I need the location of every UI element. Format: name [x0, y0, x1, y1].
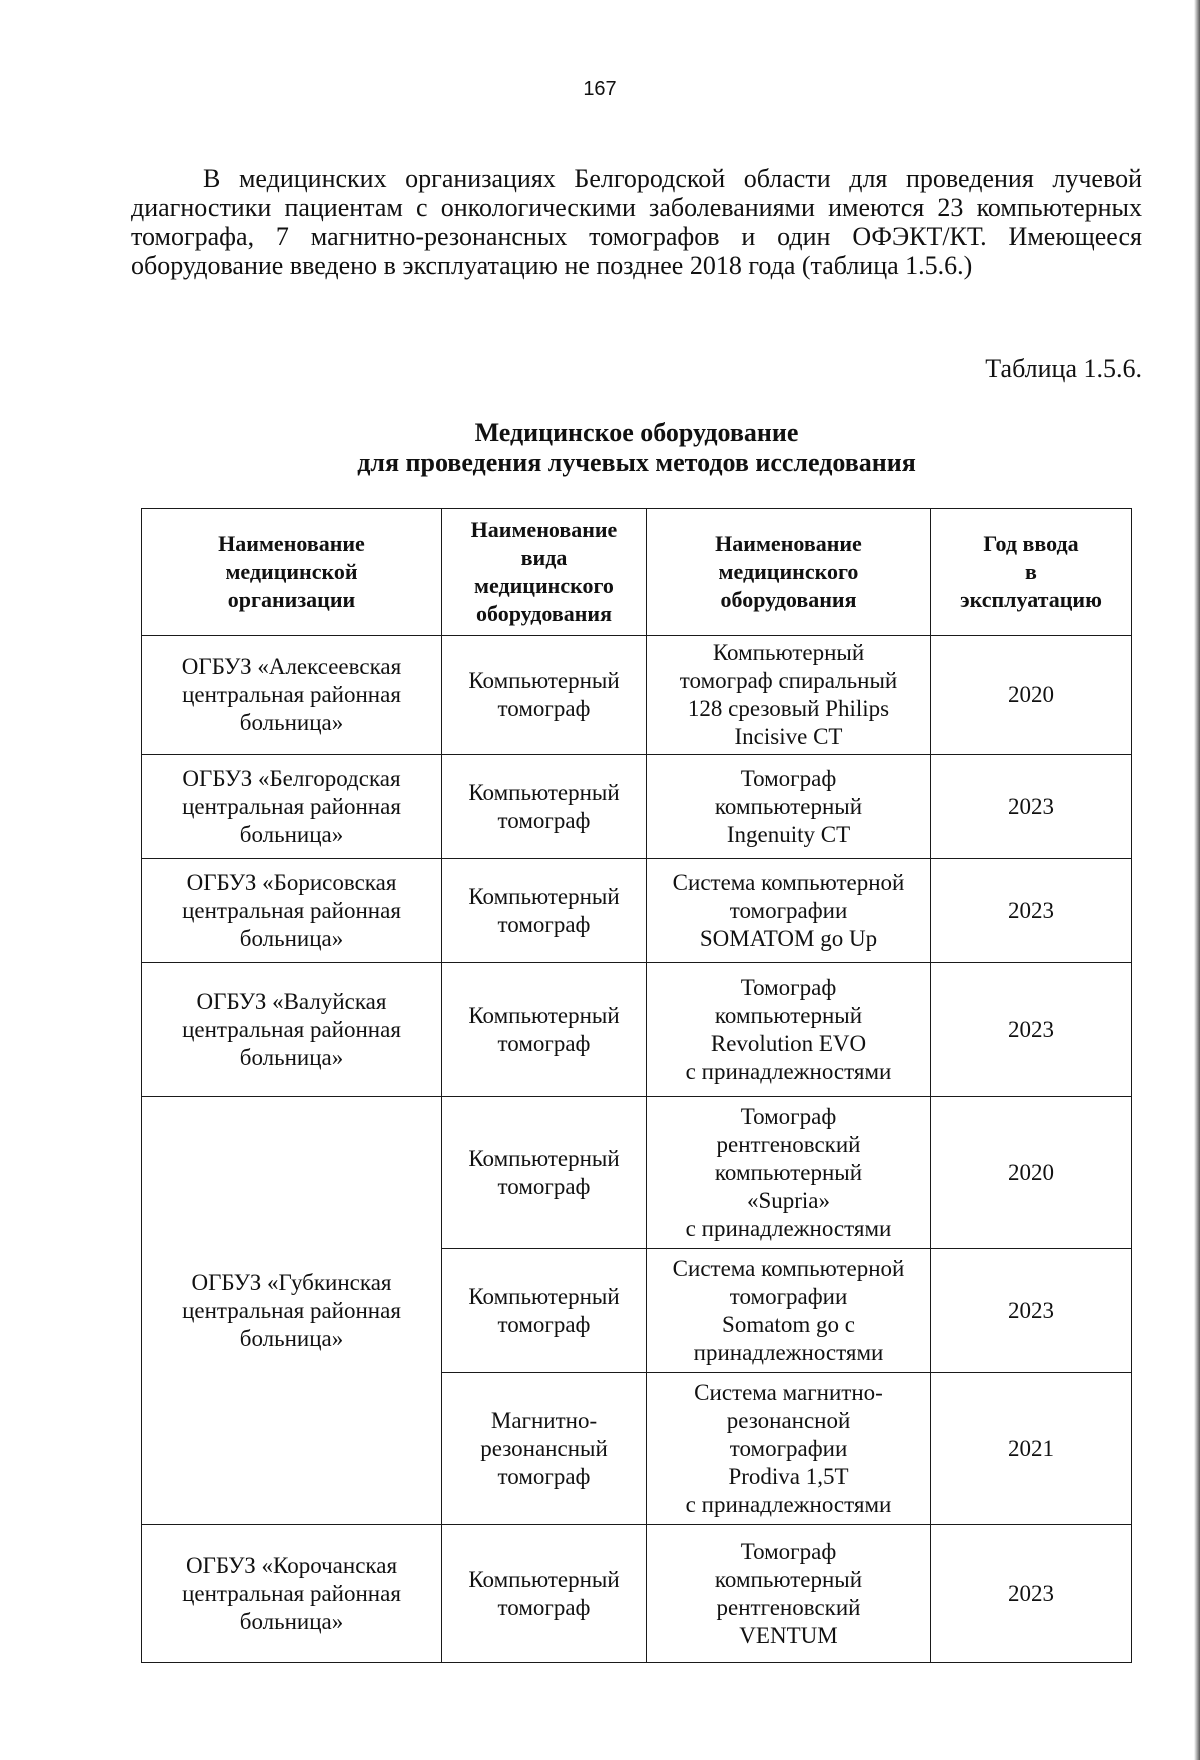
cell-organization: ОГБУЗ «Губкинская центральная районная больница»	[142, 1097, 442, 1525]
header-organization: Наименование медицинской организации	[142, 509, 442, 636]
intro-paragraph: В медицинских организациях Белгородской области для проведения лучевой диагностики пациентам с онкологическими заболеваниями имеются 23 компьютерных томографа, 7 магнитно-резонансных томографов и один ОФЭКТ/КТ. Имеющееся оборудование введено в эксплуатацию не позднее 2018 года (таблица 1.5.6.)	[131, 164, 1142, 280]
cell-organization: ОГБУЗ «Валуйская центральная районная больница»	[142, 963, 442, 1097]
cell-equipment-name: Томограф компьютерный рентгеновский VENTUM	[647, 1525, 931, 1663]
cell-commission-year: 2023	[931, 859, 1132, 963]
table-row	[142, 636, 1132, 755]
cell-equipment-type: Компьютерный томограф	[442, 859, 647, 963]
cell-organization: ОГБУЗ «Белгородская центральная районная больница»	[142, 755, 442, 859]
cell-equipment-name: Томограф компьютерный Revolution EVO с принадлежностями	[647, 963, 931, 1097]
table-row	[142, 755, 1132, 859]
header-commission-year: Год ввода в эксплуатацию	[931, 509, 1132, 636]
cell-commission-year: 2023	[931, 963, 1132, 1097]
cell-commission-year: 2023	[931, 1525, 1132, 1663]
page-number: 167	[583, 78, 617, 100]
header-equipment-name: Наименование медицинского оборудования	[647, 509, 931, 636]
table-title-line-2: для проведения лучевых методов исследования	[357, 448, 916, 477]
cell-commission-year: 2021	[931, 1373, 1132, 1525]
table-row	[142, 859, 1132, 963]
cell-commission-year: 2020	[931, 636, 1132, 755]
cell-organization: ОГБУЗ «Борисовская центральная районная больница»	[142, 859, 442, 963]
table-row	[142, 1525, 1132, 1663]
table-title-line-1: Медицинское оборудование	[474, 418, 799, 447]
cell-equipment-name: Компьютерный томограф спиральный 128 срезовый Philips Incisive CT	[647, 636, 931, 755]
cell-equipment-name: Томограф рентгеновский компьютерный «Supria» с принадлежностями	[647, 1097, 931, 1249]
cell-equipment-type: Компьютерный томограф	[442, 636, 647, 755]
table-header-row	[142, 509, 1132, 636]
cell-equipment-type: Компьютерный томограф	[442, 1249, 647, 1373]
cell-commission-year: 2023	[931, 755, 1132, 859]
table-caption: Таблица 1.5.6.	[985, 354, 1142, 383]
table-row	[142, 963, 1132, 1097]
equipment-table	[141, 508, 1132, 1663]
cell-commission-year: 2020	[931, 1097, 1132, 1249]
cell-equipment-name: Томограф компьютерный Ingenuity CT	[647, 755, 931, 859]
cell-equipment-type: Компьютерный томограф	[442, 963, 647, 1097]
cell-equipment-type: Компьютерный томограф	[442, 755, 647, 859]
cell-equipment-name: Система компьютерной томографии SOMATOM go Up	[647, 859, 931, 963]
cell-organization: ОГБУЗ «Алексеевская центральная районная больница»	[142, 636, 442, 755]
header-equipment-type: Наименование вида медицинского оборудования	[442, 509, 647, 636]
cell-equipment-type: Компьютерный томограф	[442, 1525, 647, 1663]
table-title	[131, 418, 1142, 478]
cell-equipment-type: Магнитно- резонансный томограф	[442, 1373, 647, 1525]
cell-organization: ОГБУЗ «Корочанская центральная районная больница»	[142, 1525, 442, 1663]
cell-equipment-type: Компьютерный томограф	[442, 1097, 647, 1249]
cell-equipment-name: Система компьютерной томографии Somatom go с принадлежностями	[647, 1249, 931, 1373]
table-row	[142, 1097, 1132, 1249]
cell-equipment-name: Система магнитно- резонансной томографии Prodiva 1,5T с принадлежностями	[647, 1373, 931, 1525]
scan-edge-shadow	[1194, 0, 1200, 1760]
cell-commission-year: 2023	[931, 1249, 1132, 1373]
